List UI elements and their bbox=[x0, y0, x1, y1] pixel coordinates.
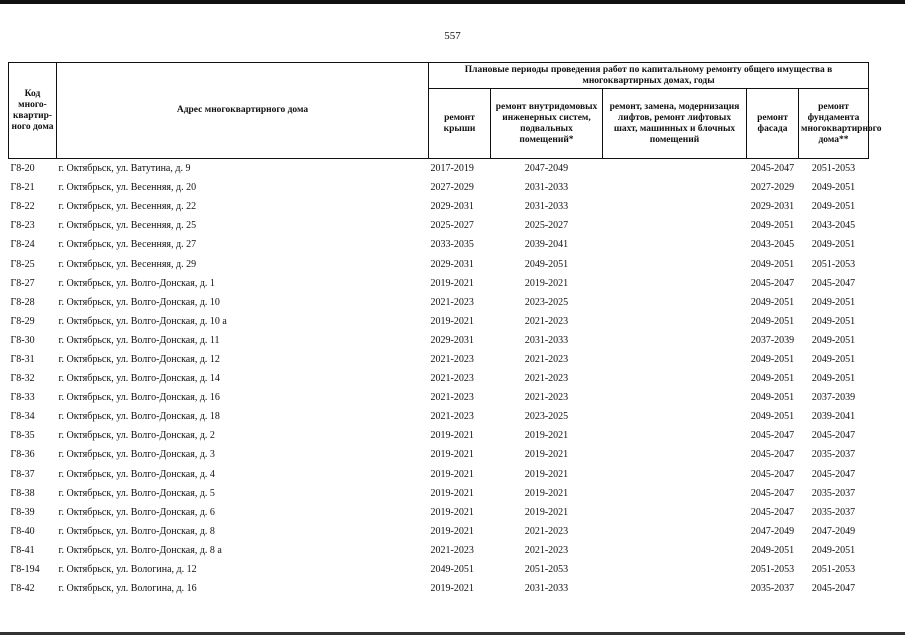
cell-facade: 2037-2039 bbox=[750, 334, 795, 346]
header-planned-periods: Плановые периоды проведения работ по капитальному ремонту общего имущества в многоквартирных домах, годы bbox=[429, 63, 869, 89]
cell-systems: 2023-2025 bbox=[524, 411, 569, 423]
cell-code: Г8-40 bbox=[10, 525, 35, 537]
cell-systems: 2025-2027 bbox=[524, 220, 569, 232]
cell-systems: 2019-2021 bbox=[524, 468, 569, 480]
cell-systems: 2051-2053 bbox=[524, 564, 569, 576]
cell-lifts bbox=[603, 503, 747, 522]
cell-systems: 2021-2023 bbox=[524, 373, 569, 385]
cell-lifts bbox=[603, 331, 747, 350]
cell-facade: 2049-2051 bbox=[750, 258, 795, 270]
table-row bbox=[9, 216, 869, 235]
cell-foundation: 2045-2047 bbox=[811, 430, 856, 442]
cell-code: Г8-22 bbox=[10, 201, 35, 213]
cell-foundation: 2051-2053 bbox=[811, 564, 856, 576]
cell-facade: 2035-2037 bbox=[750, 583, 795, 595]
cell-roof: 2021-2023 bbox=[430, 353, 474, 365]
cell-facade: 2027-2029 bbox=[750, 182, 795, 194]
cell-lifts bbox=[603, 465, 747, 484]
cell-foundation: 2045-2047 bbox=[811, 277, 856, 289]
cell-address: г. Октябрьск, ул. Волго-Донская, д. 16 bbox=[58, 392, 220, 404]
table-row bbox=[9, 388, 869, 407]
cell-address: г. Октябрьск, ул. Вологина, д. 16 bbox=[58, 583, 197, 595]
cell-systems: 2019-2021 bbox=[524, 430, 569, 442]
cell-facade: 2051-2053 bbox=[750, 564, 795, 576]
cell-facade: 2047-2049 bbox=[750, 525, 795, 537]
cell-facade: 2049-2051 bbox=[750, 411, 795, 423]
page-number: 557 bbox=[444, 30, 461, 42]
cell-code: Г8-23 bbox=[10, 220, 35, 232]
cell-lifts bbox=[603, 445, 747, 464]
header-facade: ремонт фасада bbox=[747, 89, 799, 159]
cell-address: г. Октябрьск, ул. Весенняя, д. 29 bbox=[58, 258, 197, 270]
table-row bbox=[9, 465, 869, 484]
cell-systems: 2021-2023 bbox=[524, 392, 569, 404]
cell-roof: 2029-2031 bbox=[430, 258, 474, 270]
cell-code: Г8-37 bbox=[10, 468, 35, 480]
cell-address: г. Октябрьск, ул. Волго-Донская, д. 8 bbox=[58, 525, 215, 537]
cell-foundation: 2049-2051 bbox=[811, 353, 856, 365]
cell-lifts bbox=[603, 350, 747, 369]
cell-foundation: 2035-2037 bbox=[811, 449, 856, 461]
cell-address: г. Октябрьск, ул. Волго-Донская, д. 5 bbox=[58, 487, 215, 499]
cell-code: Г8-31 bbox=[10, 353, 35, 365]
cell-code: Г8-33 bbox=[10, 392, 35, 404]
cell-code: Г8-24 bbox=[10, 239, 35, 251]
cell-code: Г8-25 bbox=[10, 258, 35, 270]
cell-roof: 2049-2051 bbox=[430, 564, 474, 576]
cell-systems: 2031-2033 bbox=[524, 583, 569, 595]
cell-roof: 2019-2021 bbox=[430, 583, 474, 595]
table-row bbox=[9, 293, 869, 312]
cell-systems: 2021-2023 bbox=[524, 544, 569, 556]
cell-facade: 2049-2051 bbox=[750, 353, 795, 365]
cell-foundation: 2049-2051 bbox=[811, 182, 856, 194]
cell-lifts bbox=[603, 178, 747, 197]
cell-facade: 2045-2047 bbox=[750, 468, 795, 480]
cell-lifts bbox=[603, 579, 747, 598]
cell-code: Г8-29 bbox=[10, 315, 35, 327]
cell-roof: 2019-2021 bbox=[430, 430, 474, 442]
cell-code: Г8-194 bbox=[10, 564, 40, 576]
cell-code: Г8-38 bbox=[10, 487, 35, 499]
cell-foundation: 2037-2039 bbox=[811, 392, 856, 404]
table-row bbox=[9, 312, 869, 331]
cell-roof: 2021-2023 bbox=[430, 392, 474, 404]
cell-foundation: 2049-2051 bbox=[811, 315, 856, 327]
cell-systems: 2031-2033 bbox=[524, 334, 569, 346]
cell-facade: 2045-2047 bbox=[750, 430, 795, 442]
cell-foundation: 2045-2047 bbox=[811, 468, 856, 480]
cell-facade: 2029-2031 bbox=[750, 201, 795, 213]
cell-lifts bbox=[603, 216, 747, 235]
cell-address: г. Октябрьск, ул. Волго-Донская, д. 10 а bbox=[58, 315, 227, 327]
cell-facade: 2049-2051 bbox=[750, 544, 795, 556]
cell-systems: 2039-2041 bbox=[524, 239, 569, 251]
cell-foundation: 2049-2051 bbox=[811, 544, 856, 556]
cell-roof: 2019-2021 bbox=[430, 277, 474, 289]
table-row bbox=[9, 369, 869, 388]
cell-address: г. Октябрьск, ул. Волго-Донская, д. 10 bbox=[58, 296, 220, 308]
cell-foundation: 2051-2053 bbox=[799, 159, 869, 179]
cell-address: г. Октябрьск, ул. Вологина, д. 12 bbox=[58, 564, 197, 576]
cell-lifts bbox=[603, 235, 747, 254]
cell-systems: 2021-2023 bbox=[524, 525, 569, 537]
cell-facade: 2045-2047 bbox=[750, 487, 795, 499]
header-code: Код много-квартир-ного дома bbox=[9, 63, 57, 159]
cell-facade: 2049-2051 bbox=[750, 315, 795, 327]
cell-code: Г8-28 bbox=[10, 296, 35, 308]
cell-foundation: 2049-2051 bbox=[811, 373, 856, 385]
table-row bbox=[9, 407, 869, 426]
cell-roof: 2019-2021 bbox=[430, 315, 474, 327]
cell-address: г. Октябрьск, ул. Волго-Донская, д. 11 bbox=[58, 334, 220, 346]
top-border bbox=[0, 0, 905, 4]
cell-code: Г8-39 bbox=[10, 506, 35, 518]
cell-systems: 2047-2049 bbox=[491, 159, 603, 179]
cell-systems: 2031-2033 bbox=[524, 201, 569, 213]
cell-roof: 2021-2023 bbox=[430, 544, 474, 556]
cell-code: Г8-27 bbox=[10, 277, 35, 289]
cell-code: Г8-32 bbox=[10, 373, 35, 385]
cell-lifts bbox=[603, 312, 747, 331]
cell-lifts bbox=[603, 407, 747, 426]
cell-facade: 2045-2047 bbox=[750, 449, 795, 461]
cell-facade: 2049-2051 bbox=[750, 392, 795, 404]
cell-lifts bbox=[603, 484, 747, 503]
cell-code: Г8-30 bbox=[10, 334, 35, 346]
cell-address: г. Октябрьск, ул. Волго-Донская, д. 8 а bbox=[58, 544, 222, 556]
cell-code: Г8-35 bbox=[10, 430, 35, 442]
cell-foundation: 2049-2051 bbox=[811, 201, 856, 213]
cell-lifts bbox=[603, 369, 747, 388]
table-row bbox=[9, 522, 869, 541]
table-row bbox=[9, 445, 869, 464]
cell-foundation: 2043-2045 bbox=[811, 220, 856, 232]
cell-address: г. Октябрьск, ул. Весенняя, д. 25 bbox=[58, 220, 197, 232]
cell-systems: 2019-2021 bbox=[524, 487, 569, 499]
cell-lifts bbox=[603, 293, 747, 312]
cell-roof: 2029-2031 bbox=[430, 334, 474, 346]
table-row bbox=[9, 331, 869, 350]
cell-systems: 2021-2023 bbox=[524, 353, 569, 365]
cell-facade: 2045-2047 bbox=[747, 159, 799, 179]
table-row bbox=[9, 178, 869, 197]
cell-roof: 2021-2023 bbox=[430, 296, 474, 308]
cell-foundation: 2049-2051 bbox=[811, 239, 856, 251]
cell-address: г. Октябрьск, ул. Весенняя, д. 20 bbox=[58, 182, 197, 194]
cell-address: г. Октябрьск, ул. Ватутина, д. 9 bbox=[57, 159, 429, 179]
cell-roof: 2019-2021 bbox=[430, 506, 474, 518]
cell-roof: 2027-2029 bbox=[430, 182, 474, 194]
table-row bbox=[9, 197, 869, 216]
table-row bbox=[9, 484, 869, 503]
cell-roof: 2033-2035 bbox=[430, 239, 474, 251]
header-lifts: ремонт, замена, модернизация лифтов, ремонт лифтовых шахт, машинных и блочных помещений bbox=[603, 89, 747, 159]
cell-address: г. Октябрьск, ул. Волго-Донская, д. 4 bbox=[58, 468, 215, 480]
header-address: Адрес многоквартирного дома bbox=[57, 63, 429, 159]
cell-code: Г8-34 bbox=[10, 411, 35, 423]
cell-roof: 2029-2031 bbox=[430, 201, 474, 213]
cell-address: г. Октябрьск, ул. Весенняя, д. 22 bbox=[58, 201, 197, 213]
cell-facade: 2049-2051 bbox=[750, 296, 795, 308]
cell-facade: 2049-2051 bbox=[750, 373, 795, 385]
bottom-border bbox=[0, 632, 905, 635]
cell-systems: 2049-2051 bbox=[524, 258, 569, 270]
cell-code: Г8-20 bbox=[9, 159, 57, 179]
table-row bbox=[9, 503, 869, 522]
cell-roof: 2019-2021 bbox=[430, 449, 474, 461]
cell-lifts bbox=[603, 274, 747, 293]
cell-foundation: 2051-2053 bbox=[811, 258, 856, 270]
cell-foundation: 2047-2049 bbox=[811, 525, 856, 537]
table-row bbox=[9, 541, 869, 560]
cell-code: Г8-41 bbox=[10, 544, 35, 556]
cell-address: г. Октябрьск, ул. Весенняя, д. 27 bbox=[58, 239, 197, 251]
cell-address: г. Октябрьск, ул. Волго-Донская, д. 3 bbox=[58, 449, 215, 461]
cell-address: г. Октябрьск, ул. Волго-Донская, д. 6 bbox=[58, 506, 215, 518]
cell-lifts bbox=[603, 560, 747, 579]
table-row bbox=[9, 579, 869, 598]
cell-code: Г8-42 bbox=[10, 583, 35, 595]
cell-address: г. Октябрьск, ул. Волго-Донская, д. 2 bbox=[58, 430, 215, 442]
cell-address: г. Октябрьск, ул. Волго-Донская, д. 18 bbox=[58, 411, 220, 423]
table-row bbox=[9, 254, 869, 273]
header-foundation: ремонт фундамента многоквартирного дома** bbox=[799, 89, 869, 159]
cell-foundation: 2035-2037 bbox=[811, 506, 856, 518]
cell-systems: 2031-2033 bbox=[524, 182, 569, 194]
cell-address: г. Октябрьск, ул. Волго-Донская, д. 14 bbox=[58, 373, 220, 385]
cell-lifts bbox=[603, 522, 747, 541]
cell-systems: 2021-2023 bbox=[524, 315, 569, 327]
cell-lifts bbox=[603, 541, 747, 560]
cell-roof: 2021-2023 bbox=[430, 411, 474, 423]
cell-facade: 2043-2045 bbox=[750, 239, 795, 251]
table-row bbox=[9, 350, 869, 369]
cell-roof: 2025-2027 bbox=[430, 220, 474, 232]
cell-lifts bbox=[603, 388, 747, 407]
table-row bbox=[9, 235, 869, 254]
cell-lifts bbox=[603, 254, 747, 273]
cell-roof: 2021-2023 bbox=[430, 373, 474, 385]
housing-repair-table bbox=[8, 62, 882, 598]
cell-facade: 2045-2047 bbox=[750, 506, 795, 518]
cell-foundation: 2049-2051 bbox=[811, 296, 856, 308]
table-body bbox=[9, 159, 869, 599]
cell-roof: 2017-2019 bbox=[429, 159, 491, 179]
cell-code: Г8-21 bbox=[10, 182, 35, 194]
table-row bbox=[9, 426, 869, 445]
cell-roof: 2019-2021 bbox=[430, 468, 474, 480]
cell-address: г. Октябрьск, ул. Волго-Донская, д. 12 bbox=[58, 353, 220, 365]
table-row bbox=[9, 274, 869, 293]
cell-foundation: 2039-2041 bbox=[811, 411, 856, 423]
cell-lifts bbox=[603, 426, 747, 445]
header-roof: ремонт крыши bbox=[429, 89, 491, 159]
cell-systems: 2019-2021 bbox=[524, 277, 569, 289]
cell-foundation: 2035-2037 bbox=[811, 487, 856, 499]
table-row bbox=[9, 560, 869, 579]
cell-systems: 2023-2025 bbox=[524, 296, 569, 308]
cell-roof: 2019-2021 bbox=[430, 487, 474, 499]
cell-lifts bbox=[603, 159, 747, 179]
cell-facade: 2049-2051 bbox=[750, 220, 795, 232]
cell-code: Г8-36 bbox=[10, 449, 35, 461]
cell-foundation: 2049-2051 bbox=[811, 334, 856, 346]
cell-systems: 2019-2021 bbox=[524, 449, 569, 461]
cell-address: г. Октябрьск, ул. Волго-Донская, д. 1 bbox=[58, 277, 215, 289]
cell-roof: 2019-2021 bbox=[430, 525, 474, 537]
cell-facade: 2045-2047 bbox=[750, 277, 795, 289]
table-row bbox=[9, 159, 869, 179]
cell-lifts bbox=[603, 197, 747, 216]
header-systems: ремонт внутридомовых инженерных систем, подвальных помещений* bbox=[491, 89, 603, 159]
cell-systems: 2019-2021 bbox=[524, 506, 569, 518]
cell-foundation: 2045-2047 bbox=[811, 583, 856, 595]
